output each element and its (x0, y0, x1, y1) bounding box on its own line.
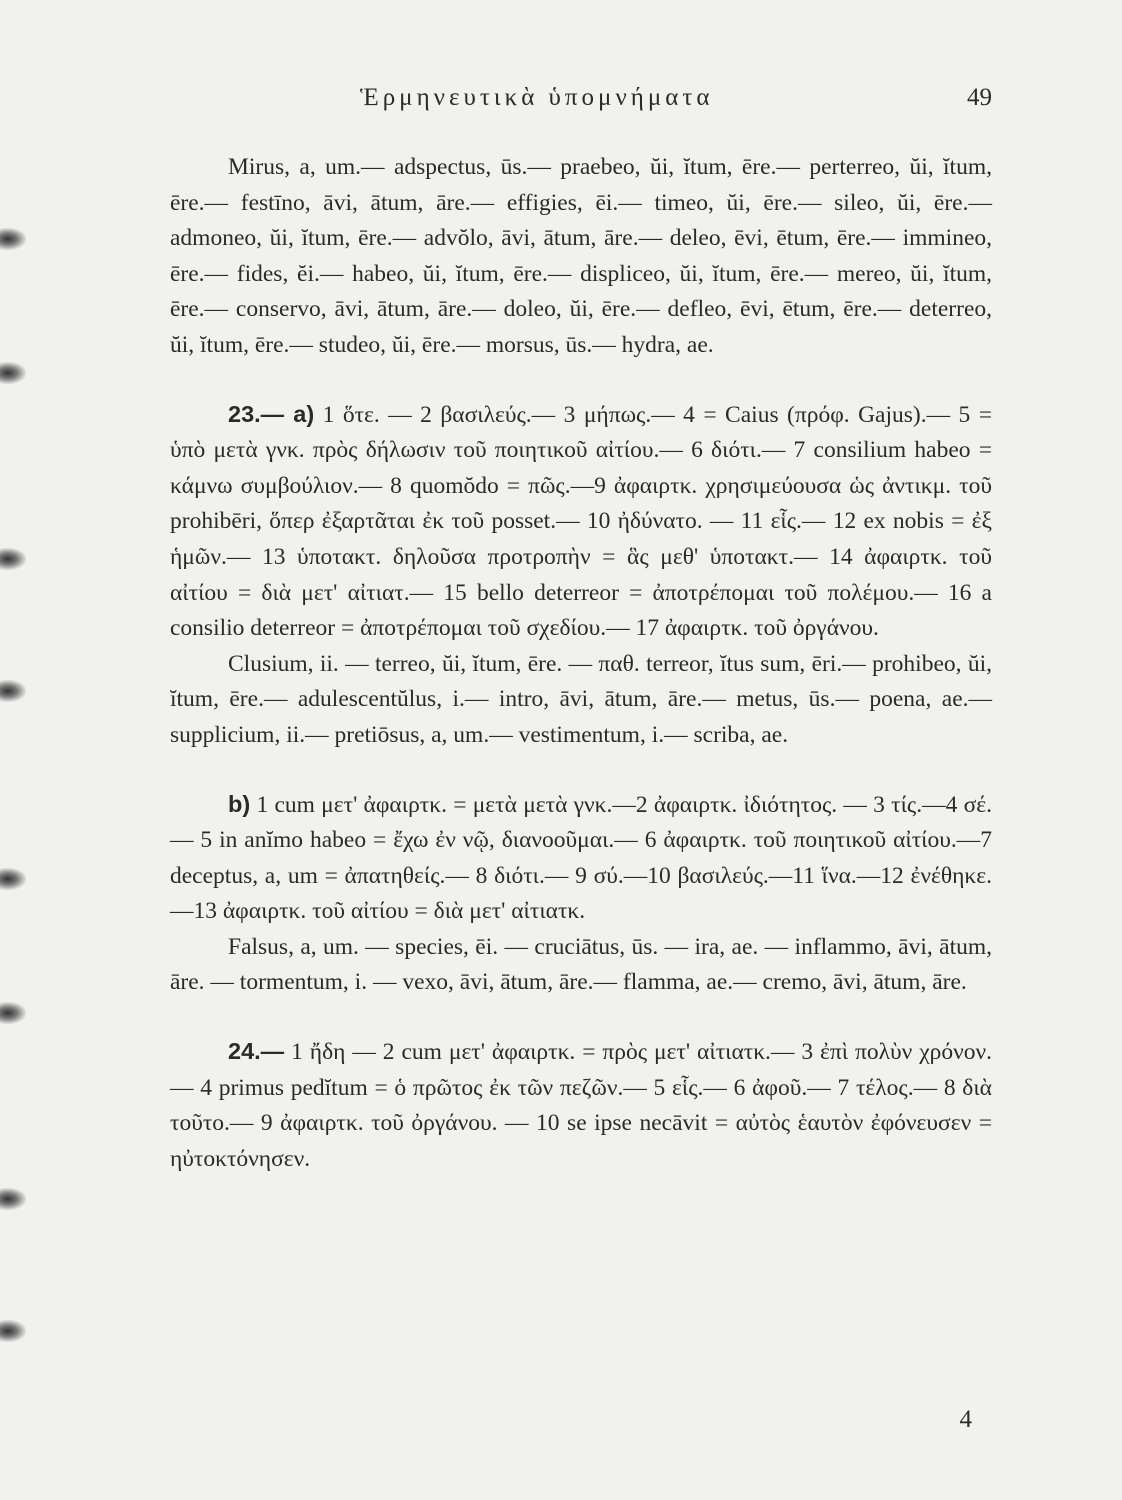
signature-mark: 4 (959, 1406, 972, 1433)
margin-mark (0, 868, 26, 890)
vocabulary-paragraph (170, 647, 992, 754)
exercise-number: b) (228, 790, 251, 817)
body-text (170, 150, 992, 1177)
paragraph-text: 1 ἤδη — 2 cum μετ' ἀφαιρτκ. = πρὸς μετ' αἰτιατκ.— 3 ἐπὶ πολὺν χρόνον.— 4 primus pedĭtum = ὁ πρῶτος ἐκ τῶν πεζῶν.— 5 εἷς.— 6 ἀφοῦ.— 7 τέλος.— 8 διὰ τοῦτο.— 9 ἀφαιρτκ. τοῦ ὀργάνου. — 10 se ipse necāvit = αὐτὸς ἑαυτὸν ἐφόνευσεν = ηὐτοκτόνησεν. (170, 1039, 992, 1172)
margin-mark (0, 548, 26, 570)
margin-mark (0, 228, 26, 250)
exercise-24-paragraph (170, 1034, 992, 1177)
paragraph-text: Mirus, a, um.— adspectus, ūs.— praebeo, ŭi, ĭtum, ēre.— perterreo, ŭi, ĭtum, ēre.— festīno, āvi, ātum, āre.— effigies, ēi.— timeo, ŭi, ēre.— sileo, ŭi, ēre.— admoneo, ŭi, ĭtum, ēre.— advŏlo, āvi, ātum, āre.— deleo, ēvi, ētum, ēre.— immineo, ēre.— fides, ĕi.— habeo, ŭi, ĭtum, ēre.— displiceo, ŭi, ĭtum, ēre.— mereo, ŭi, ĭtum, ēre.— conservo, āvi, ātum, āre.— doleo, ŭi, ēre.— defleo, ēvi, ētum, ēre.— deterreo, ŭi, ĭtum, ēre.— studeo, ŭi, ēre.— morsus, ūs.— hydra, ae. (170, 154, 992, 358)
paragraph-text: Falsus, a, um. — species, ēi. — cruciātus, ūs. — ira, ae. — inflammo, āvi, ātum, āre. — tormentum, i. — vexo, āvi, ātum, āre.— flamma, ae.— cremo, āvi, ātum, āre. (170, 933, 992, 996)
margin-mark (0, 1002, 26, 1024)
paragraph-text: Clusium, ii. — terreo, ŭi, ĭtum, ēre. — παθ. terreor, ĭtus sum, ēri.— prohibeo, ŭi, ĭtum, ēre.— adulescentŭlus, i.— intro, āvi, ātum, āre.— metus, ūs.— poena, ae.— supplicium, ii.— pretiōsus, a, um.— vestimentum, i.— scriba, ae. (170, 650, 992, 748)
exercise-23a-paragraph (170, 397, 992, 647)
page-number: 49 (967, 84, 992, 111)
exercise-23b-paragraph (170, 787, 992, 930)
running-title: Ἑρμηνευτικὰ ὑπομνήματα (360, 84, 714, 111)
margin-mark (0, 1320, 26, 1342)
page-header (170, 84, 992, 124)
margin-mark (0, 680, 26, 702)
margin-mark (0, 362, 26, 384)
exercise-number: 23.— a) (228, 400, 315, 427)
vocabulary-paragraph (170, 930, 992, 1001)
paragraph-text: 1 cum μετ' ἀφαιρτκ. = μετὰ μετὰ γνκ.—2 ἀφαιρτκ. ἰδιότητος. — 3 τίς.—4 σέ.— 5 in anĭmo habeo = ἔχω ἐν νῷ, διανοοῦμαι.— 6 ἀφαιρτκ. τοῦ ποιητικοῦ αἰτίου.—7 deceptus, a, um = ἀπατηθείς.— 8 διότι.— 9 σύ.—10 βασιλεύς.—11 ἵνα.—12 ἐνέθηκε.—13 ἀφαιρτκ. τοῦ αἰτίου = διὰ μετ' αἰτιατκ. (170, 791, 992, 925)
vocabulary-paragraph (170, 150, 992, 364)
paragraph-text: 1 ὅτε. — 2 βασιλεύς.— 3 μήπως.— 4 = Caius (πρόφ. Gajus).— 5 = ὑπὸ μετὰ γνκ. πρὸς δήλωσιν τοῦ ποιητικοῦ αἰτίου.— 6 διότι.— 7 consilium habeo = κάμνω συμβούλιον.— 8 quomŏdo = πῶς.—9 ἀφαιρτκ. χρησιμεύουσα ὡς ἀντικμ. τοῦ prohibēri, ὅπερ ἐξαρτᾶται ἐκ τοῦ posset.— 10 ἠδύνατο. — 11 εἷς.— 12 ex nobis = ἐξ ἡμῶν.— 13 ὑποτακτ. δηλοῦσα προτροπὴν = ἃς μεθ' ὑποτακτ.— 14 ἀφαιρτκ. τοῦ αἰτίου = διὰ μετ' αἰτιατ.— 15 bello deterreor = ἀποτρέπομαι τοῦ πολέμου.— 16 a consilio deterreor = ἀποτρέπομαι τοῦ σχεδίου.— 17 ἀφαιρτκ. τοῦ ὀργάνου. (170, 401, 993, 642)
exercise-number: 24.— (228, 1038, 285, 1065)
margin-mark (0, 1188, 26, 1210)
